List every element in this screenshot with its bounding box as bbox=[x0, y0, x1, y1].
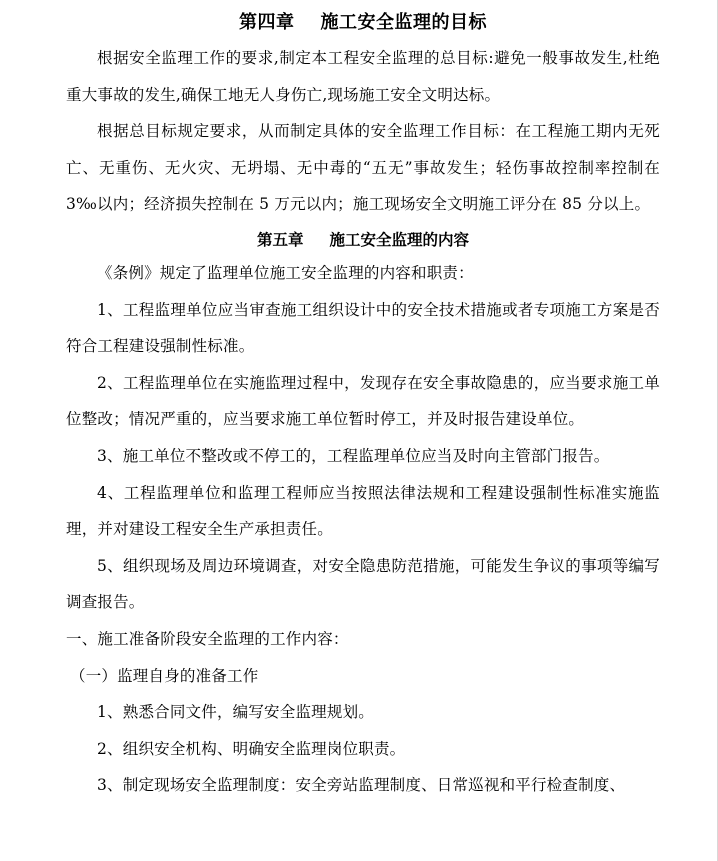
chapter-4-paragraph: 根据安全监理工作的要求,制定本工程安全监理的总目标:避免一般事故发生,杜绝重大事故的发生,确保工地无人身伤亡,现场施工安全文明达标。 bbox=[66, 49, 660, 104]
chapter-5-item: 3、施工单位不整改或不停工的，工程监理单位应当及时向主管部门报告。 bbox=[97, 446, 610, 465]
chapter-5-item: 1、工程监理单位应当审查施工组织设计中的安全技术措施或者专项施工方案是否符合工程建设强制性标准。 bbox=[66, 300, 660, 356]
chapter-5-item: 2、工程监理单位在实施监理过程中，发现存在安全事故隐患的，应当要求施工单位整改；情况严重的，应当要求施工单位暂时停工，并及时报告建设单位。 bbox=[66, 373, 660, 429]
chapter-4-paragraph: 根据总目标规定要求，从而制定具体的安全监理工作目标：在工程施工期内无死亡、无重伤、无火灾、无坍塌、无中毒的“五无”事故发生；轻伤事故控制率控制在 3‰以内；经济损失控制在 5 万元以内；施工现场安全文明施工评分在 85 分以上。 bbox=[66, 122, 660, 214]
chapter-5-item: 5、组织现场及周边环境调查，对安全隐患防范措施，可能发生争议的事项等编写调查报告。 bbox=[66, 556, 660, 612]
chapter-4-title: 施工安全监理的目标 bbox=[320, 12, 487, 33]
chapter-5-item: 4、工程监理单位和监理工程师应当按照法律法规和工程建设强制性标准实施监理，并对建设工程安全生产承担责任。 bbox=[66, 483, 660, 539]
chapter-5-title: 施工安全监理的内容 bbox=[329, 230, 470, 249]
chapter-4-number: 第四章 bbox=[239, 12, 295, 33]
chapter-5-heading bbox=[66, 225, 660, 255]
section-1-item: 1、熟悉合同文件，编写安全监理规划。 bbox=[97, 703, 374, 722]
chapter-5-number: 第五章 bbox=[256, 230, 304, 249]
chapter-4-heading bbox=[66, 6, 660, 40]
section-1-heading: 一、施工准备阶段安全监理的工作内容： bbox=[66, 629, 349, 648]
section-1-item: 3、制定现场安全监理制度：安全旁站监理制度、日常巡视和平行检查制度、 bbox=[97, 776, 626, 795]
section-1-subheading: （一）监理自身的准备工作 bbox=[70, 666, 259, 685]
chapter-5-intro: 《条例》规定了监理单位施工安全监理的内容和职责： bbox=[97, 263, 474, 282]
document-content bbox=[66, 6, 660, 804]
section-1-item: 2、组织安全机构、明确安全监理岗位职责。 bbox=[97, 739, 406, 758]
